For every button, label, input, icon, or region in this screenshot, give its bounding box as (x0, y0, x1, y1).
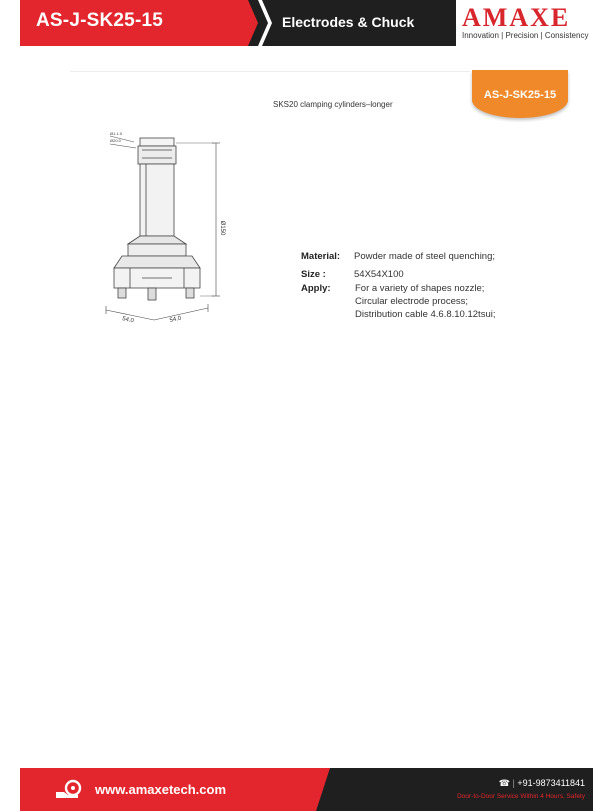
dim-width-right: 54.0 (169, 315, 182, 324)
category-title: Electrodes & Chuck (282, 14, 415, 30)
product-badge (472, 70, 568, 118)
product-code: AS-J-SK25-15 (36, 10, 164, 31)
dim-height: Ø150 (219, 220, 225, 236)
apply-label: Apply: (301, 283, 331, 294)
size-label: Size : (301, 269, 326, 280)
phone-contact: ☎ | +91-9873411841 (498, 778, 585, 788)
website-link[interactable]: www.amaxetech.com (95, 782, 227, 797)
material-label: Material: (301, 251, 341, 262)
page-footer (20, 768, 593, 811)
apply-line: For a variety of shapes nozzle; (355, 283, 485, 294)
header-chevron (258, 0, 272, 46)
page-header (20, 0, 593, 46)
dim-width-left: 54.0 (121, 316, 135, 325)
badge-code: AS-J-SK25-15 (483, 89, 557, 101)
divider (70, 71, 470, 72)
dim-top-1: Ø1.1.0 (110, 131, 123, 136)
delivery-hand-icon (54, 778, 84, 802)
phone-icon: ☎ (498, 778, 510, 788)
technical-drawing (100, 128, 230, 328)
size-value: 54X54X100 (354, 269, 404, 280)
material-value: Powder made of steel quenching; (354, 251, 496, 262)
drawing-caption: SKS20 clamping cylinders–longer (273, 100, 393, 109)
phone-number: +91-9873411841 (517, 778, 585, 788)
dim-top-2: Ø20.0 (110, 138, 121, 143)
service-slogan: Door-to-Door Service Within 4 Hours, Safety (457, 793, 585, 800)
brand-logo: AMAXE (462, 3, 571, 32)
brand-tagline: Innovation | Precision | Consistency (462, 31, 589, 40)
apply-line: Circular electrode process; (355, 296, 468, 307)
apply-line: Distribution cable 4.6.8.10.12tsui; (355, 309, 496, 320)
